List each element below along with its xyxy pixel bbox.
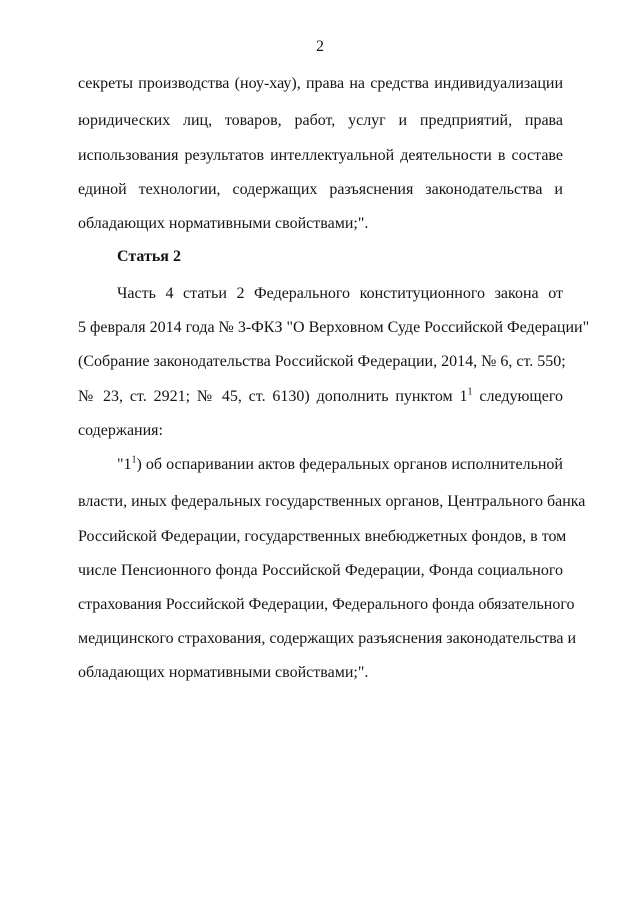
footnote-superscript: 1 [467, 386, 473, 398]
quote-line-1-text: ) об оспаривании актов федеральных органов исполнительной [136, 456, 563, 473]
intro-line-1: секреты производства (ноу-хау), права на средства индивидуализации [78, 75, 563, 92]
intro-line-3: использования результатов интеллектуальной деятельности в составе [78, 147, 563, 164]
quote-line-4: числе Пенсионного фонда Российской Федерации, Фонда социального [78, 562, 563, 579]
intro-line-4: единой технологии, содержащих разъяснения законодательства и [78, 181, 563, 198]
quote-open: "1 [117, 456, 132, 473]
article-line-4 [78, 387, 563, 407]
quote-line-5: страхования Российской Федерации, Федерального фонда обязательного [78, 596, 575, 613]
quote-line-1 [117, 455, 563, 475]
quote-line-6: медицинского страхования, содержащих разъяснения законодательства и [78, 630, 577, 647]
article-line-4-end: следующего [472, 388, 564, 405]
quote-line-3: Российской Федерации, государственных внебюджетных фондов, в том [78, 528, 567, 545]
article-heading: Статья 2 [117, 248, 181, 265]
article-line-4-text: № 23, ст. 2921; № 45, ст. 6130) дополнить пунктом 1 [78, 388, 468, 405]
quote-line-2: власти, иных федеральных государственных органов, Центрального банка [78, 493, 586, 510]
article-line-5: содержания: [78, 422, 163, 439]
article-line-3: (Собрание законодательства Российской Федерации, 2014, № 6, ст. 550; [78, 353, 566, 370]
intro-line-2: юридических лиц, товаров, работ, услуг и предприятий, права [78, 112, 563, 129]
intro-line-5: обладающих нормативными свойствами;". [78, 215, 369, 232]
quote-line-7: обладающих нормативными свойствами;". [78, 664, 369, 681]
quote-superscript: 1 [131, 454, 137, 466]
article-line-2: 5 февраля 2014 года № 3-ФКЗ "О Верховном Суде Российской Федерации" [78, 319, 590, 336]
article-line-1: Часть 4 статьи 2 Федерального конституционного закона от [117, 285, 563, 302]
page-number: 2 [316, 38, 324, 55]
